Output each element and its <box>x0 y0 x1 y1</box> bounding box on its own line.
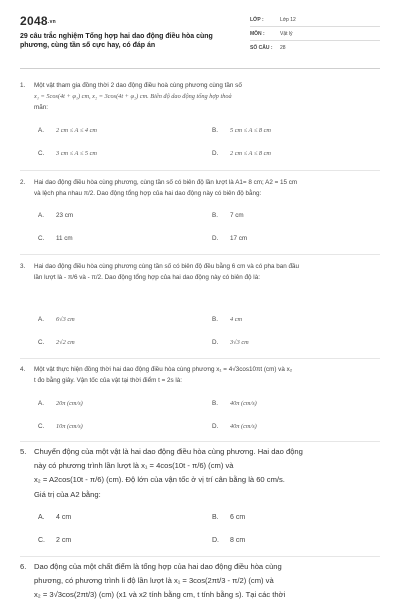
meta-divider <box>250 40 380 41</box>
option-key: B. <box>212 127 218 134</box>
question-text: Hai dao động điều hòa cùng phương cùng tần số có biên độ đều bằng 6 cm và có pha ban đầu <box>34 263 299 270</box>
option-d[interactable] <box>212 423 257 430</box>
option-d[interactable] <box>212 537 245 544</box>
question-6 <box>20 560 380 600</box>
option-c[interactable] <box>38 423 83 430</box>
question-text: t đo bằng giây. Vận tốc của vật tại thời điểm t = 2s là: <box>34 377 183 384</box>
brand-name: 2048 <box>20 14 48 28</box>
option-text: 3 cm ≤ A ≤ 5 cm <box>56 150 97 157</box>
option-key: A. <box>38 212 44 219</box>
meta-subject <box>250 31 293 37</box>
option-key: A. <box>38 400 44 407</box>
question-number: 3. <box>20 263 26 270</box>
question-2 <box>20 177 380 201</box>
meta-count-label: SỐ CÂU : <box>250 45 273 51</box>
option-text: 40π (cm/s) <box>230 400 257 407</box>
option-key: D. <box>212 537 219 544</box>
option-c[interactable] <box>38 150 97 157</box>
question-divider <box>20 358 380 359</box>
option-b[interactable] <box>212 514 245 521</box>
option-c[interactable] <box>38 339 75 346</box>
question-divider <box>20 254 380 255</box>
meta-class-value: Lớp 12 <box>280 17 296 23</box>
option-text: 3√3 cm <box>230 339 249 346</box>
question-number: 1. <box>20 82 26 89</box>
option-text: 2√2 cm <box>56 339 75 346</box>
option-text: 2 cm ≤ A ≤ 4 cm <box>56 127 97 134</box>
meta-subject-label: MÔN : <box>250 31 265 37</box>
option-text: 17 cm <box>230 235 248 242</box>
option-text: 4 cm <box>230 316 243 323</box>
option-key: D. <box>212 235 219 242</box>
header <box>0 0 400 66</box>
option-b[interactable] <box>212 400 257 407</box>
question-text: Một vật tham gia đồng thời 2 dao động điều hoà cùng phương cùng tần số <box>34 82 242 89</box>
option-key: C. <box>38 339 45 346</box>
question-number: 6. <box>20 562 27 571</box>
option-key: C. <box>38 423 45 430</box>
question-text: Chuyển động của một vật là hai dao động điều hòa cùng phương. Hai dao động <box>34 447 303 456</box>
meta-subject-value: Vật lý <box>280 31 293 37</box>
question-text: lần lượt là - π/6 và - π/2. Dao động tổng hợp của hai dao động này có biên độ là: <box>34 274 260 281</box>
option-text: 2 cm ≤ A ≤ 8 cm <box>230 150 271 157</box>
question-4 <box>20 364 380 388</box>
option-key: A. <box>38 316 44 323</box>
meta-count <box>250 45 286 51</box>
option-key: B. <box>212 514 219 521</box>
option-key: B. <box>212 316 218 323</box>
option-c[interactable] <box>38 537 71 544</box>
meta-class-label: LỚP : <box>250 17 264 23</box>
option-text: 20π (cm/s) <box>56 400 83 407</box>
question-text: Giá trị của A2 bằng: <box>34 489 101 499</box>
option-d[interactable] <box>212 150 271 157</box>
option-key: C. <box>38 537 45 544</box>
meta-class <box>250 17 296 23</box>
question-text: Dao động của một chất điểm là tổng hợp của hai dao động điều hòa cùng <box>34 562 282 571</box>
question-divider <box>20 556 380 557</box>
option-b[interactable] <box>212 316 242 323</box>
header-divider <box>20 68 380 69</box>
option-key: B. <box>212 400 218 407</box>
option-key: D. <box>212 150 219 157</box>
option-text: 5 cm ≤ A ≤ 8 cm <box>230 127 271 134</box>
question-text: này có phương trình lần lượt là x₁ = 4cos(10t - π/6) (cm) và <box>34 461 234 471</box>
option-a[interactable] <box>38 316 75 323</box>
option-text: 11 cm <box>56 235 73 242</box>
option-key: C. <box>38 150 45 157</box>
option-key: B. <box>212 212 218 219</box>
option-text: 23 cm <box>56 212 74 219</box>
option-d[interactable] <box>212 235 247 242</box>
question-1 <box>20 80 380 120</box>
question-text: x₂ = A2cos(10t - π/6) (cm). Độ lớn của vận tốc ở vị trí cân bằng là 60 cm/s. <box>34 475 285 485</box>
question-3 <box>20 261 380 285</box>
option-a[interactable] <box>38 400 83 407</box>
question-number: 2. <box>20 179 26 186</box>
document-title: 29 câu trắc nghiệm Tổng hợp hai dao động điều hòa cùng phương, cùng tần số cực hay, có đáp án <box>20 33 213 49</box>
question-divider <box>20 441 380 442</box>
question-equation: x₁ = 5cos(4t + φ₁) cm, x₂ = 3cos(4t + φ₂) cm. Biên độ dao động tổng hợp thoả <box>34 93 232 100</box>
meta-divider <box>250 26 380 27</box>
question-5 <box>20 445 380 503</box>
option-key: D. <box>212 423 219 430</box>
option-a[interactable] <box>38 212 73 219</box>
option-text: 2 cm <box>56 537 72 544</box>
brand-logo[interactable] <box>20 14 56 28</box>
option-b[interactable] <box>212 212 244 219</box>
option-text: 6√3 cm <box>56 316 75 323</box>
option-text: 4 cm <box>56 514 72 521</box>
question-text: x₂ = 3√3cos(2πt/3) (cm) (x1 và x2 tính bằng cm, t tính bằng s). Tại các thời <box>34 590 286 600</box>
option-text: 40π (cm/s) <box>230 423 257 430</box>
question-number: 4. <box>20 366 26 373</box>
question-text: và lệch pha nhau π/2. Dao động tổng hợp của hai dao động này có biên độ bằng: <box>34 190 262 197</box>
option-key: D. <box>212 339 219 346</box>
option-text: 8 cm <box>230 537 246 544</box>
question-text: mãn: <box>34 104 48 111</box>
option-text: 10π (cm/s) <box>56 423 83 430</box>
option-c[interactable] <box>38 235 73 242</box>
brand-suffix: .vn <box>47 18 57 25</box>
option-key: A. <box>38 514 45 521</box>
question-number: 5. <box>20 447 27 456</box>
option-b[interactable] <box>212 127 271 134</box>
option-key: A. <box>38 127 44 134</box>
option-text: 7 cm <box>230 212 244 219</box>
question-text: Hai dao động điều hòa cùng phương, cùng tần số có biên độ lần lượt là A1= 8 cm; A2 = 15 cm <box>34 179 298 186</box>
question-text: phương, có phương trình li độ lần lượt là x₁ = 3cos(2πt/3 - π/2) (cm) và <box>34 576 274 586</box>
option-a[interactable] <box>38 514 71 521</box>
question-divider <box>20 170 380 171</box>
meta-count-value: 28 <box>280 45 286 51</box>
question-text: Một vật thực hiện đồng thời hai dao động điều hòa cùng phương x₁ = 4√3cos10πt (cm) và x₂ <box>34 366 293 373</box>
option-key: C. <box>38 235 45 242</box>
option-a[interactable] <box>38 127 97 134</box>
option-d[interactable] <box>212 339 249 346</box>
option-text: 6 cm <box>230 514 246 521</box>
